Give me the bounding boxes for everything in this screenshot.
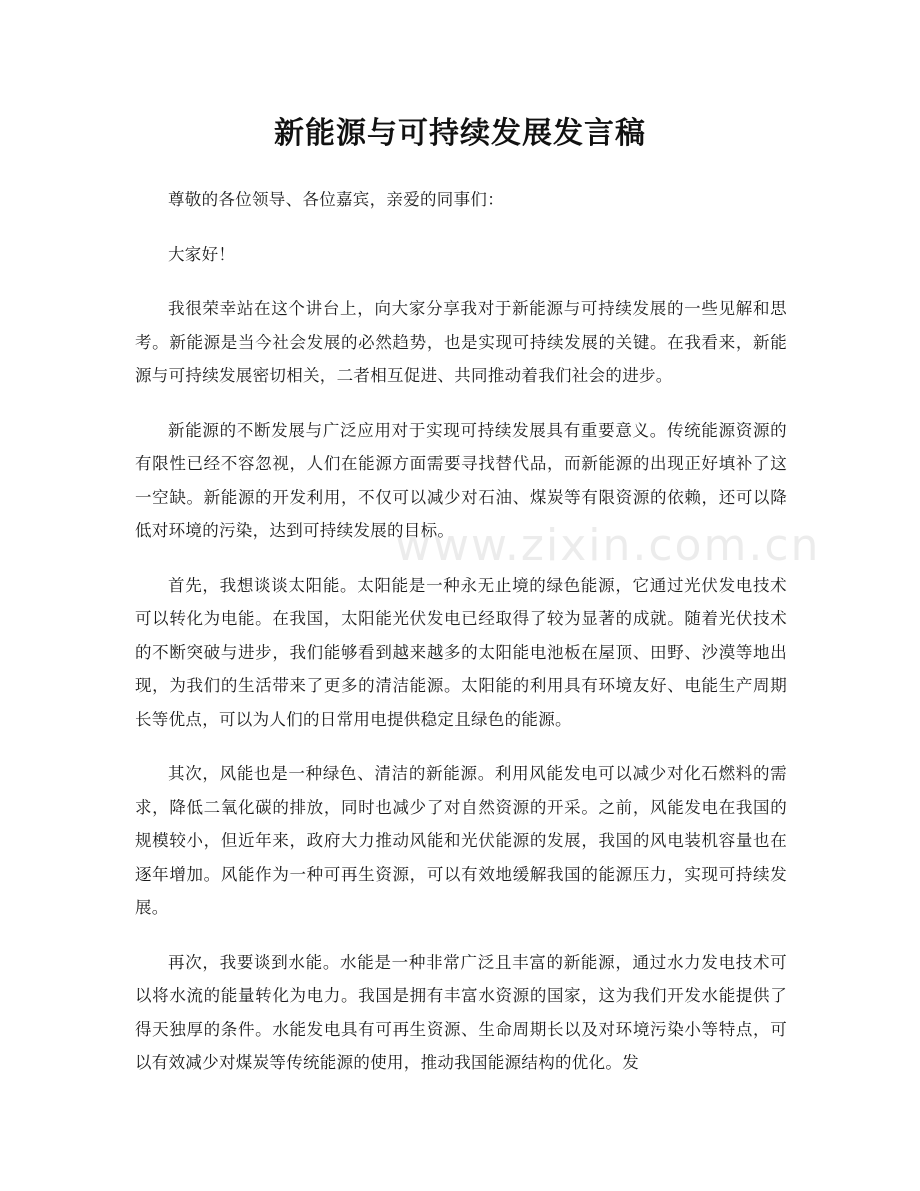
watermark: www.zixin.com.cn bbox=[395, 520, 821, 571]
paragraph-intro: 我很荣幸站在这个讲台上，向大家分享我对于新能源与可持续发展的一些见解和思考。新能源是当今社会发展的必然趋势，也是实现可持续发展的关键。在我看来，新能源与可持续发展密切相关，二者相互促进、共同推动着我们社会的进步。 bbox=[135, 299, 787, 385]
document-body bbox=[135, 183, 821, 1101]
paragraph-greeting: 大家好！ bbox=[168, 244, 236, 264]
paragraph-significance: 新能源的不断发展与广泛应用对于实现可持续发展具有重要意义。传统能源资源的有限性已经不容忽视，人们在能源方面需要寻找替代品，而新能源的出现正好填补了这一空缺。新能源的开发利用，不仅可以减少对石油、煤炭等有限资源的依赖，还可以降低对环境的污染，达到可持续发展的目标。 bbox=[135, 420, 787, 540]
paragraph-hydro: 再次，我要谈到水能。水能是一种非常广泛且丰富的新能源，通过水力发电技术可以将水流的能量转化为电力。我国是拥有丰富水资源的国家，这为我们开发水能提供了得天独厚的条件。水能发电具有可再生资源、生命周期长以及对环境污染小等特点，可以有效减少对煤炭等传统能源的使用，推动我国能源结构的优化。发 bbox=[135, 952, 787, 1072]
paragraph-salutation: 尊敬的各位领导、各位嘉宾，亲爱的同事们： bbox=[168, 190, 504, 209]
paragraph-solar: 首先，我想谈谈太阳能。太阳能是一种永无止境的绿色能源，它通过光伏发电技术可以转化为电能。在我国，太阳能光伏发电已经取得了较为显著的成就。随着光伏技术的不断突破与进步，我们能够看到越来越多的太阳能电池板在屋顶、田野、沙漠等地出现，为我们的生活带来了更多的清洁能源。太阳能的利用具有环境友好、电能生产周期长等优点，可以为人们的日常用电提供稳定且绿色的能源。 bbox=[135, 575, 787, 729]
paragraph-wind: 其次，风能也是一种绿色、清洁的新能源。利用风能发电可以减少对化石燃料的需求，降低二氧化碳的排放，同时也减少了对自然资源的开采。之前，风能发电在我国的规模较小，但近年来，政府大力推动风能和光伏能源的发展，我国的风电装机容量也在逐年增加。风能作为一种可再生资源，可以有效地缓解我国的能源压力，实现可持续发展。 bbox=[135, 764, 787, 917]
page-title: 新能源与可持续发展发言稿 bbox=[274, 116, 646, 151]
